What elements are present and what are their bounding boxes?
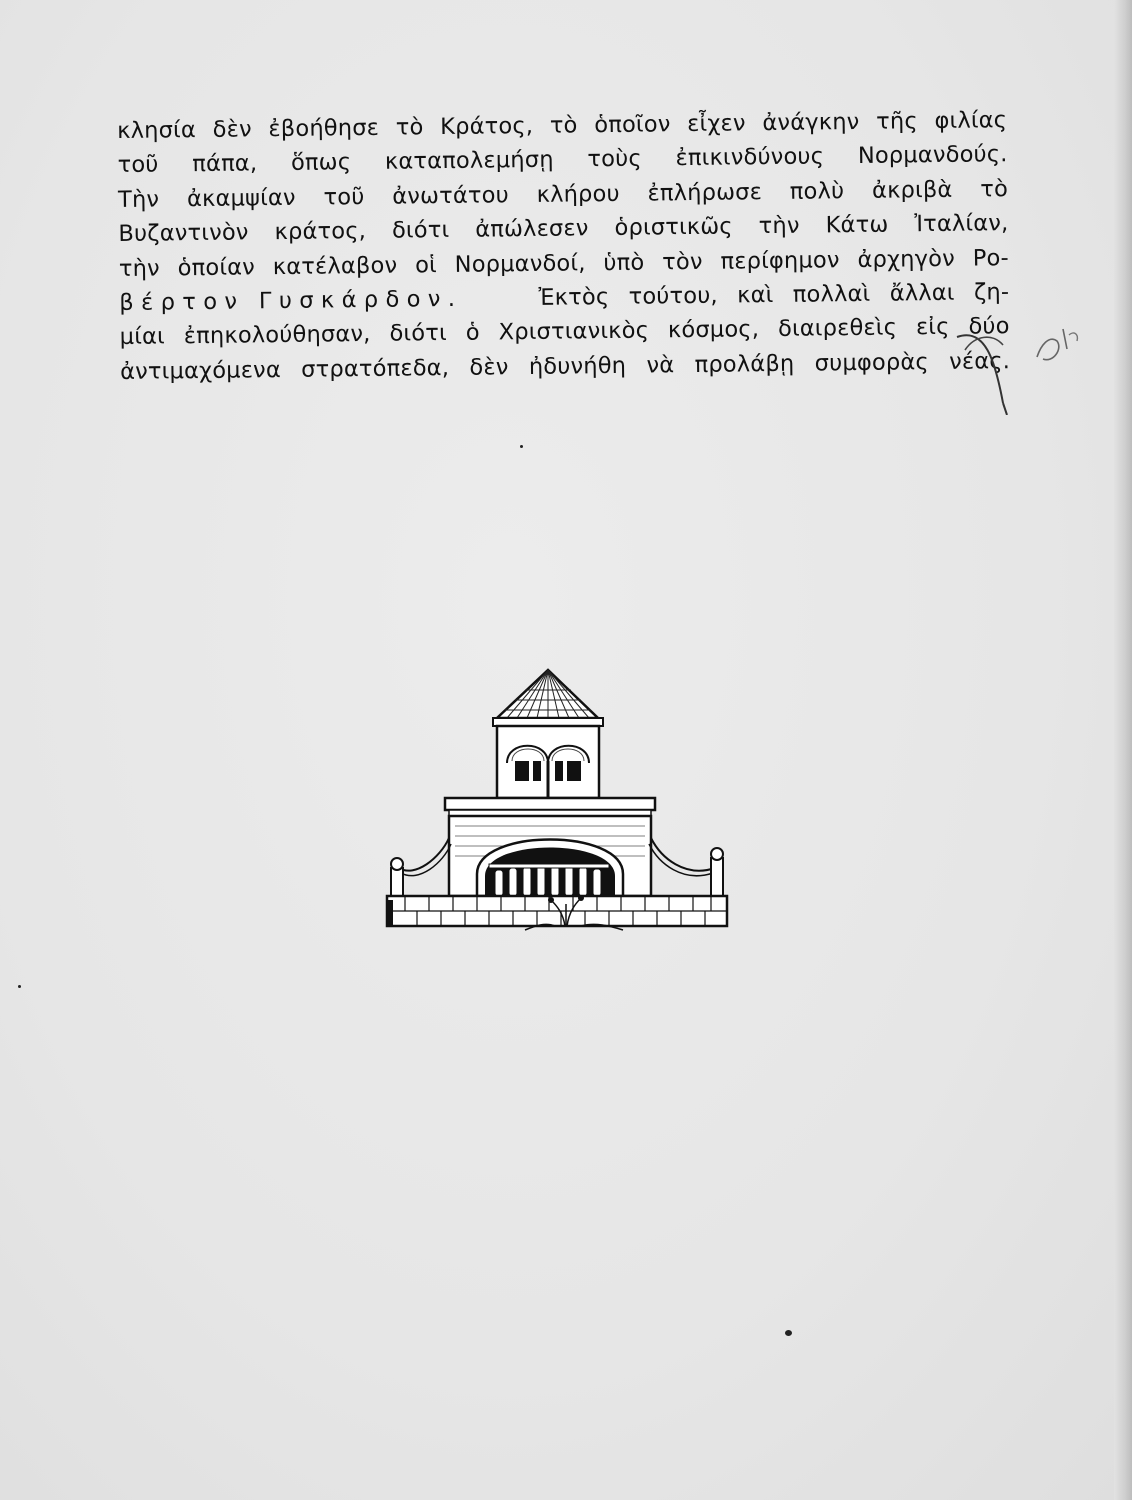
text-line-3: Τὴν ἀκαμψίαν τοῦ ἀνωτάτου κλήρου ἐπλήρωσε πολὺ ἀκριβὰ τὸ <box>117 175 1009 213</box>
page-edge-shadow <box>1114 0 1132 1500</box>
text-line-6-spaced: βέρτον Γυσκάρδον. <box>119 285 463 316</box>
text-line-5: τὴν ὁποίαν κατέλαβον οἱ Νορμανδοί, ὑπὸ τὸν περίφημον ἀρχηγὸν Ρο- <box>118 244 1009 282</box>
text-line-1: κλησία δὲν ἐβοήθησε τὸ Κράτος, τὸ ὁποῖον εἶχεν ἀνάγκην τῆς φιλίας <box>117 107 1008 144</box>
ink-speck <box>520 445 523 448</box>
text-line-7: μίαι ἐπηκολούθησαν, διότι ὁ Χριστιανικὸς κόσμος, διαιρεθεὶς εἰς δύο <box>119 313 1010 351</box>
body-paragraph <box>117 103 1010 389</box>
ink-speck <box>785 1330 792 1336</box>
handwritten-pencil-mark-icon <box>945 305 1085 415</box>
text-line-6-rest: Ἐκτὸς τούτου, καὶ πολλαὶ ἄλλαι ζη- <box>538 279 1010 311</box>
text-line-4: Βυζαντινὸν κράτος, διότι ἀπώλεσεν ὁριστικῶς τὴν Κάτω Ἰταλίαν, <box>118 210 1009 248</box>
byzantine-church-vignette-icon <box>385 668 730 938</box>
text-line-8: ἀντιμαχόμενα στρατόπεδα, δὲν ἠδυνήθη νὰ προλάβῃ συμφορὰς νέας. <box>119 347 1011 385</box>
text-line-2: τοῦ πάπα, ὅπως καταπολεμήσῃ τοὺς ἐπικινδύνους Νορμανδούς. <box>117 141 1008 179</box>
ink-speck <box>18 985 21 988</box>
